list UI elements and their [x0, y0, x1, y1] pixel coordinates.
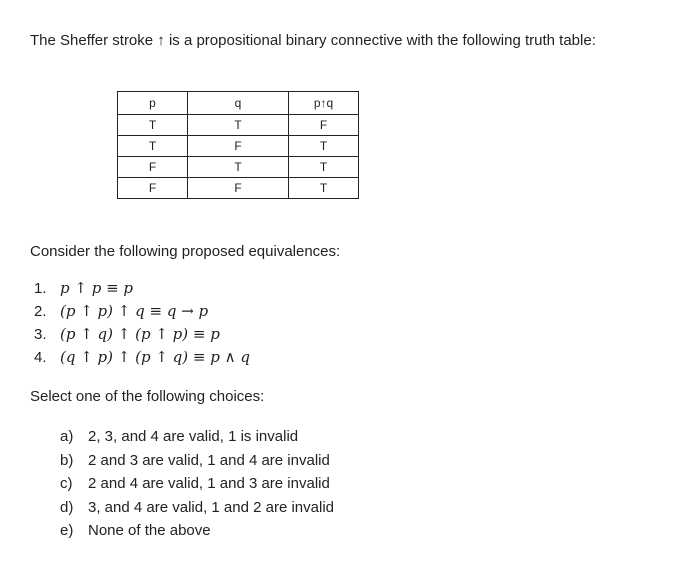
- choice-label: a): [60, 428, 74, 445]
- table-cell: T: [118, 136, 188, 157]
- choice-item[interactable]: [60, 519, 334, 543]
- equivalence-expression: (p ↑ q) ↑ (p ↑ p) ≡ p: [60, 325, 220, 343]
- equivalence-number: 1.: [34, 280, 47, 297]
- table-row: [118, 136, 359, 157]
- table-cell: F: [289, 115, 359, 136]
- header-p: p: [118, 92, 188, 115]
- intro-text: The Sheffer stroke ↑ is a propositional binary connective with the following truth table:: [30, 32, 596, 49]
- equivalence-number: 2.: [34, 303, 47, 320]
- choice-item[interactable]: [60, 472, 334, 496]
- equivalence-expression: (q ↑ p) ↑ (p ↑ q) ≡ p ∧ q: [60, 348, 250, 366]
- table-cell: F: [188, 136, 289, 157]
- table-row: [118, 115, 359, 136]
- equivalence-number: 4.: [34, 349, 47, 366]
- table-cell: F: [118, 157, 188, 178]
- table-cell: F: [118, 178, 188, 199]
- equivalence-expression: (p ↑ p) ↑ q ≡ q → p: [60, 302, 209, 320]
- choice-list: [60, 425, 334, 543]
- equivalence-number: 3.: [34, 326, 47, 343]
- table-row: [118, 178, 359, 199]
- header-q: q: [188, 92, 289, 115]
- equivalence-item: [34, 346, 250, 369]
- equivalence-list: [34, 277, 250, 369]
- choice-item[interactable]: [60, 449, 334, 473]
- choice-text: 2 and 4 are valid, 1 and 3 are invalid: [88, 475, 330, 492]
- header-p-nand-q: p↑q: [289, 92, 359, 115]
- table-cell: T: [118, 115, 188, 136]
- table-cell: T: [289, 178, 359, 199]
- choice-label: c): [60, 475, 73, 492]
- select-instruction: Select one of the following choices:: [30, 388, 265, 405]
- choice-item[interactable]: [60, 425, 334, 449]
- choice-text: None of the above: [88, 522, 211, 539]
- table-row: [118, 157, 359, 178]
- choice-label: e): [60, 522, 74, 539]
- choice-text: 3, and 4 are valid, 1 and 2 are invalid: [88, 498, 334, 516]
- truth-table: [117, 91, 359, 199]
- choice-item[interactable]: [60, 496, 334, 520]
- table-cell: T: [289, 136, 359, 157]
- consider-text: Consider the following proposed equivalences:: [30, 243, 341, 260]
- choice-label: b): [60, 451, 74, 469]
- table-cell: F: [188, 178, 289, 199]
- equivalence-item: [34, 277, 250, 300]
- table-cell: T: [188, 115, 289, 136]
- table-cell: T: [289, 157, 359, 178]
- table-cell: T: [188, 157, 289, 178]
- choice-text: 2, 3, and 4 are valid, 1 is invalid: [88, 428, 299, 445]
- choice-label: d): [60, 498, 74, 516]
- equivalence-expression: p ↑ p ≡ p: [60, 279, 134, 297]
- choice-text: 2 and 3 are valid, 1 and 4 are invalid: [88, 451, 330, 469]
- equivalence-item: [34, 300, 250, 323]
- truth-table-header-row: [118, 92, 359, 115]
- equivalence-item: [34, 323, 250, 346]
